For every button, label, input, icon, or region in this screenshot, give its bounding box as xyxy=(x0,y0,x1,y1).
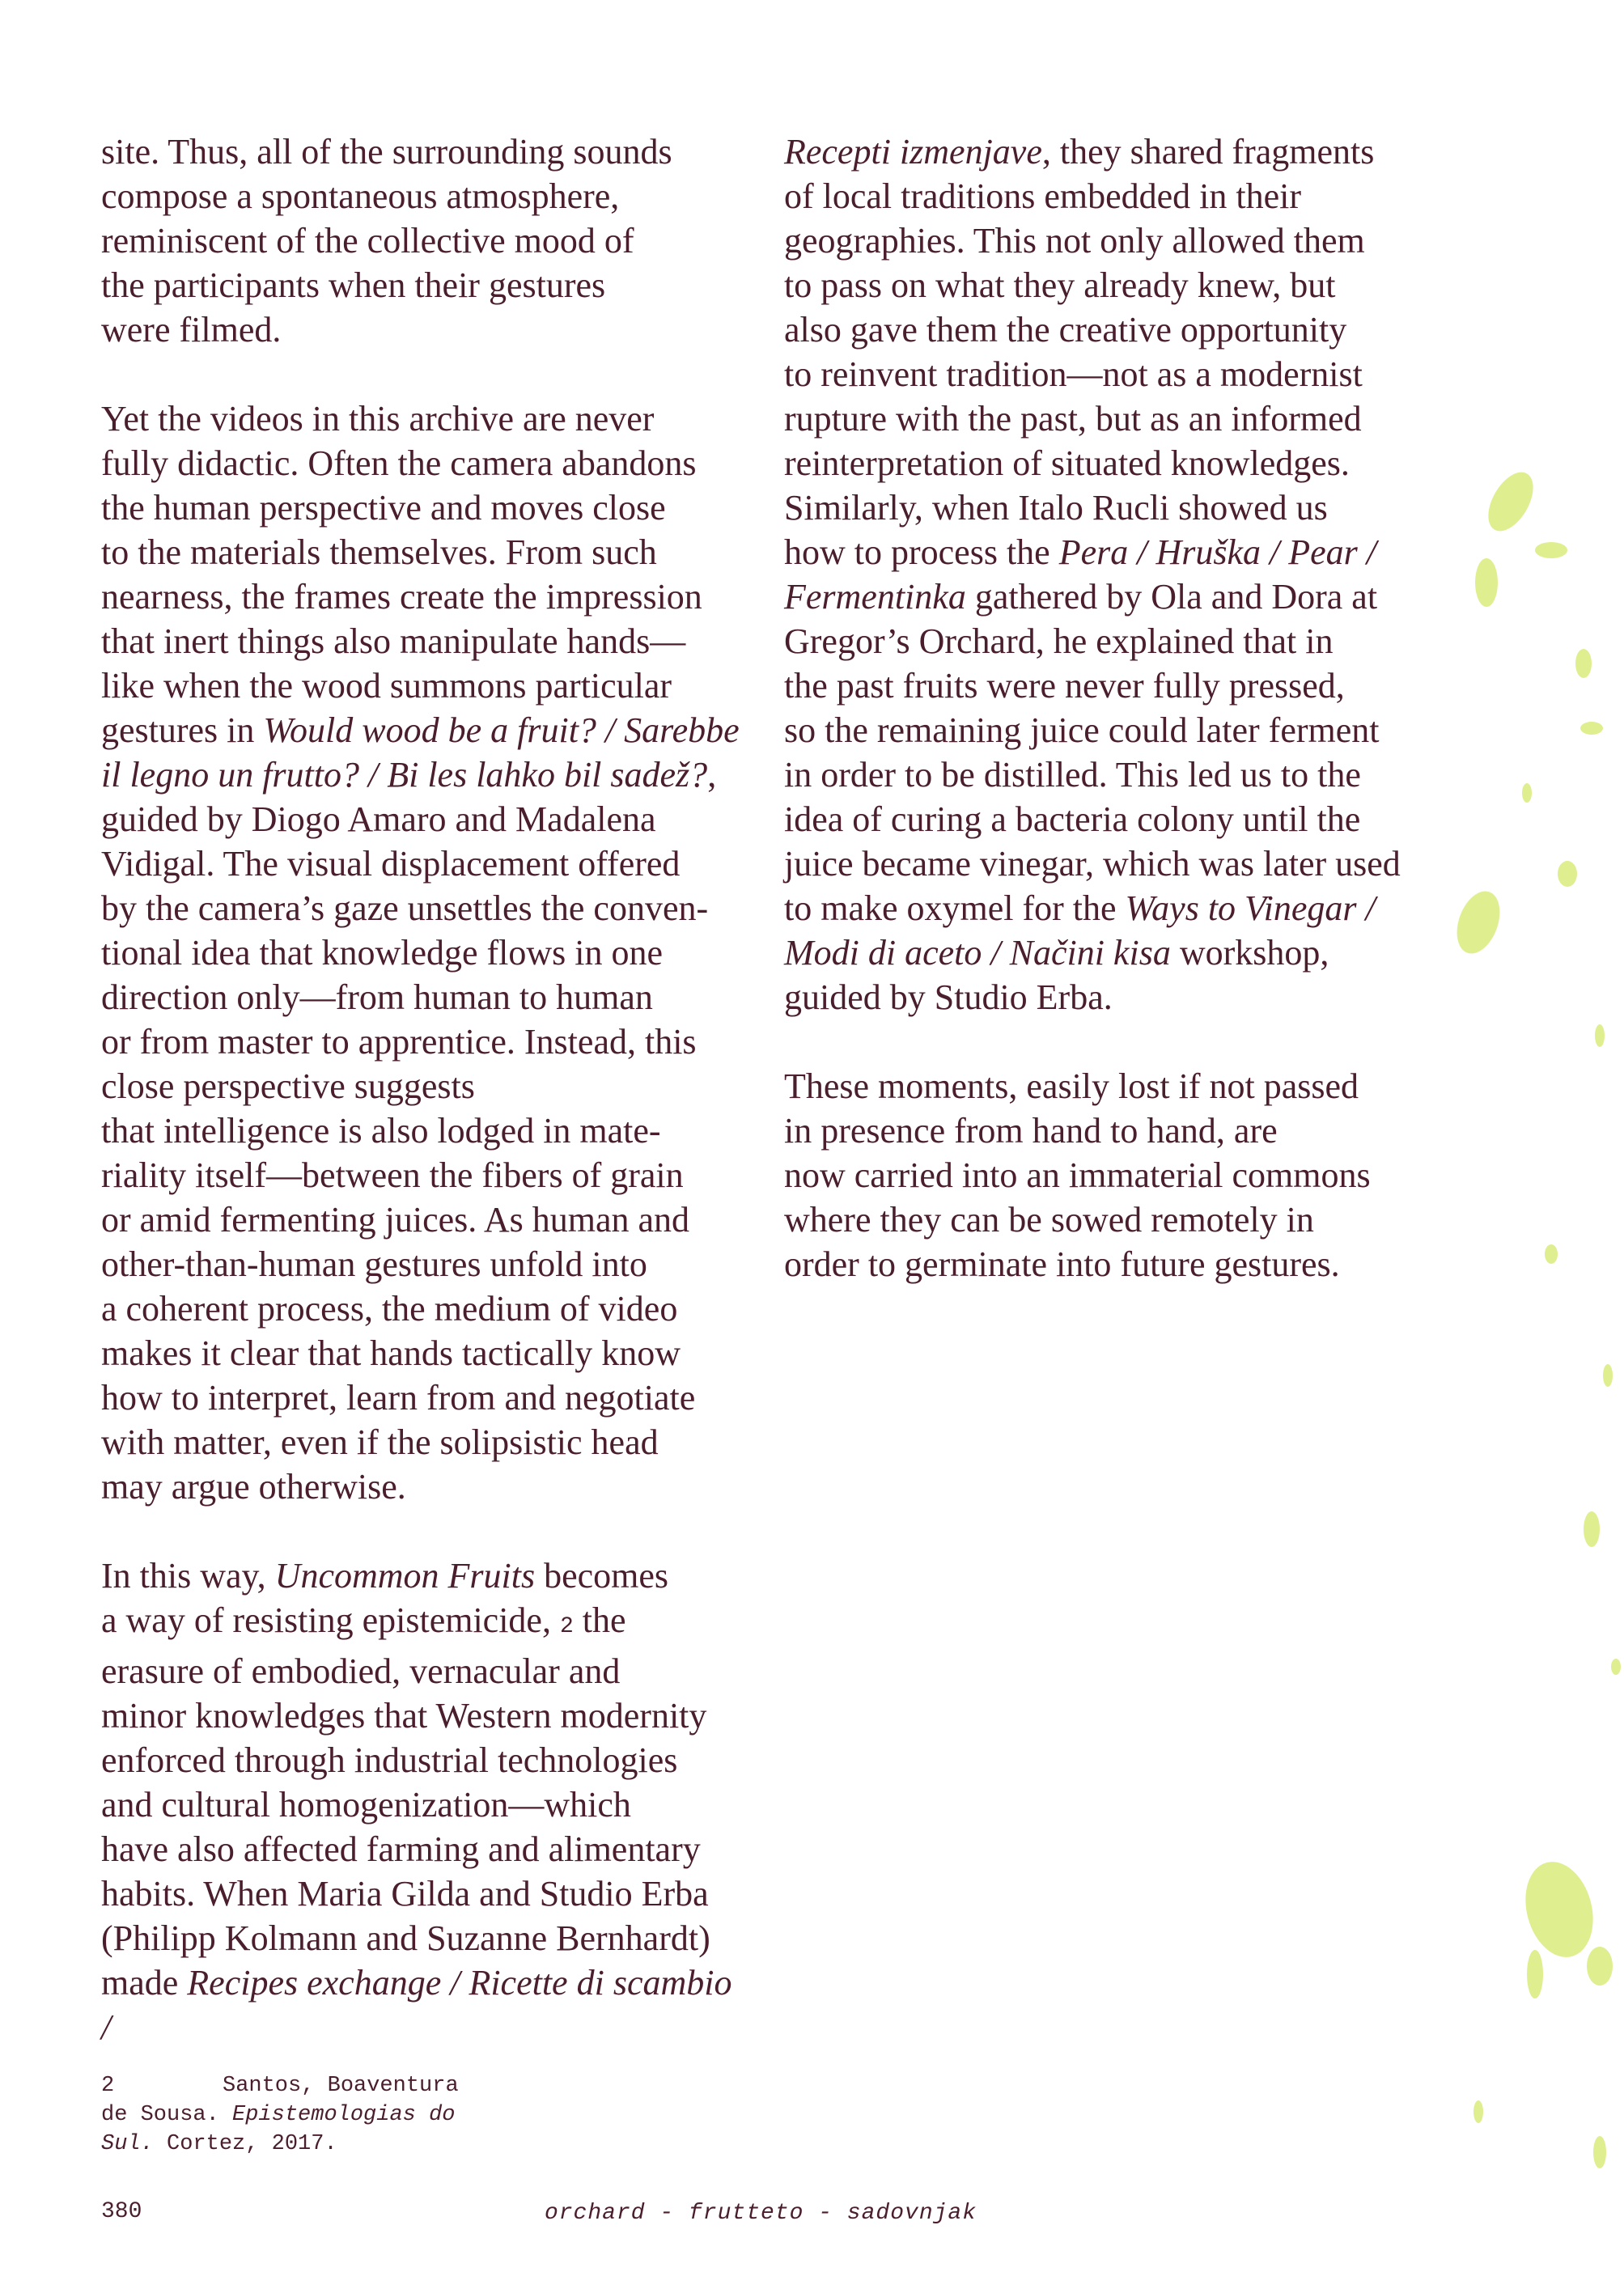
decorative-texture xyxy=(1430,453,1624,2274)
paragraph-4-text-c: workshop, guided by Studio Erba. xyxy=(784,933,1329,1017)
work-title-pera: Pera / Hruška / Pear / Fermentinka xyxy=(784,532,1377,617)
work-title-recepti: Recepti izmenjave xyxy=(784,132,1042,172)
footnote-number: 2 xyxy=(101,2074,115,2098)
footnote-text-a: Santos, Boaventura de Sousa. xyxy=(101,2074,459,2127)
work-title-recipes-exchange: Recipes exchange / Ricette di scambio / xyxy=(101,1963,732,2047)
paragraph-1-text: site. Thus, all of the surrounding sounds compose a spontaneous atmosphere, reminiscent of the collective mood of the participants when their gestures were filmed. xyxy=(101,132,672,350)
page-number: 380 xyxy=(101,2199,142,2224)
text-column-right xyxy=(784,129,1431,1331)
work-title-ways-to-vinegar: Ways to Vinegar / Modi di aceto / Načini kisa xyxy=(784,888,1376,973)
text-column-left xyxy=(101,129,748,2094)
footnote xyxy=(101,2071,490,2159)
paragraph-3-text-a: In this way, xyxy=(101,1556,275,1596)
footnote-text-b: Cortez, 2017. xyxy=(153,2132,337,2156)
paragraph-2 xyxy=(101,396,748,1509)
footnote-reference[interactable]: 2 xyxy=(559,1614,574,1639)
paragraph-1 xyxy=(101,129,748,352)
work-title-uncommon-fruits: Uncommon Fruits xyxy=(274,1556,536,1596)
paragraph-2-text-b: , guided by Diogo Amaro and Madalena Vidigal. The visual displacement offered by the camera’s gaze unsettles the conven- tional idea that knowledge flows in one direction only—from human to human or from master to apprentice. Instead, this close perspective suggests that intelligence is also lodged in mate- riality itself—between the fibers of grain or amid fermenting juices. As human and other-than-human gestures unfold into a coherent process, the medium of video makes it clear that hands tactically know how to interpret, learn from and negotiate with matter, even if the solipsistic head may argue otherwise. xyxy=(101,755,717,1507)
paragraph-3-text-c: the erasure of embodied, vernacular and minor knowledges that Western modernity enforced through industrial technologies and cultural homogenization—which have also affected farming and alimentary habits. When Maria Gilda and Studio Erba (Philipp Kolmann and Suzanne Bernhardt) made xyxy=(101,1600,710,2003)
paragraph-4-text-a: , they shared fragments of local traditions embedded in their geographies. This not only allowed them to pass on what they already knew, but also gave them the creative opportunity to reinvent tradition—not as a modernist rupture with the past, but as an informed reinterpretation of situated knowledges. Similarly, when Italo Rucli showed us how to process the xyxy=(784,132,1375,572)
footnote-title: Epistemologias do Sul. xyxy=(101,2103,456,2156)
paragraph-5-text: These moments, easily lost if not passed in presence from hand to hand, are now carried into an immaterial commons where they can be sowed remotely in order to germinate into future gestures. xyxy=(784,1066,1371,1284)
paragraph-5 xyxy=(784,1064,1431,1286)
paragraph-4 xyxy=(784,129,1431,1019)
paragraph-4-text-b: gathered by Ola and Dora at Gregor’s Orchard, he explained that in the past fruits were never fully pressed, so the remaining juice could later ferment in order to be distilled. This led us to the idea of curing a bacteria colony until the juice became vinegar, which was later used to make oxymel for the xyxy=(784,577,1401,928)
paragraph-2-text-a: Yet the videos in this archive are never fully didactic. Often the camera abandons the human perspective and moves close to the materials themselves. From such nearness, the frames create the impression that inert things also manipulate hands— like when the wood summons particular gestures in xyxy=(101,399,702,750)
running-title: orchard - frutteto - sadovnjak xyxy=(544,2201,977,2226)
work-title-would-wood: Would wood be a fruit? / Sarebbe il legno un frutto? / Bi les lahko bil sadež? xyxy=(101,710,740,795)
paragraph-3-text-b: becomes a way of resisting epistemicide, xyxy=(101,1556,669,1640)
paragraph-3 xyxy=(101,1553,748,2049)
